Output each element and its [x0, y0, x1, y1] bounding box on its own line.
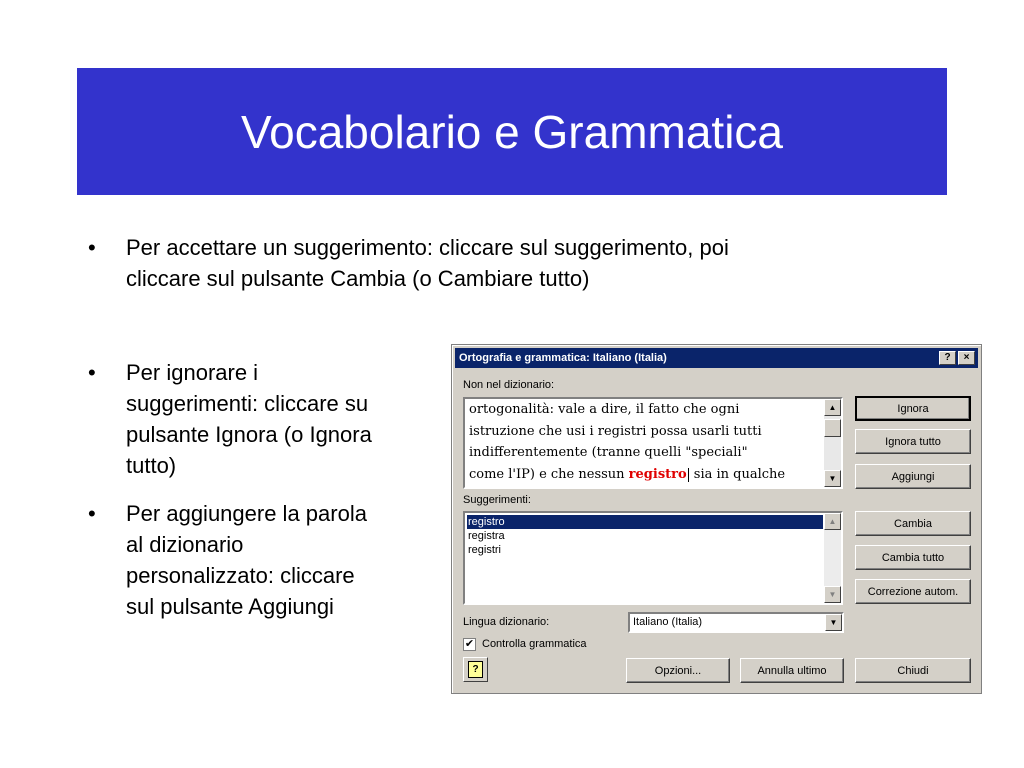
- suggestions-scrollbar[interactable]: [824, 513, 841, 603]
- suggestions-label: Suggerimenti:: [463, 494, 531, 506]
- bullet-accept-suggestion: [88, 232, 928, 296]
- change-button[interactable]: Cambia: [855, 511, 971, 536]
- text-after-error: sia in qualche: [689, 467, 786, 482]
- close-button[interactable]: Chiudi: [855, 658, 971, 683]
- bullet-add-word: [88, 498, 438, 626]
- bullet-line: tutto): [126, 453, 177, 478]
- dialog-title: Ortografia e grammatica: Italiano (Italia): [459, 352, 667, 364]
- text-line-with-error: [469, 467, 785, 482]
- text-scrollbar[interactable]: [824, 399, 841, 487]
- help-icon: ?: [468, 661, 483, 678]
- check-grammar-label: Controlla grammatica: [482, 638, 587, 650]
- suggestion-item[interactable]: registro: [467, 515, 823, 529]
- suggestion-item[interactable]: registra: [468, 530, 505, 542]
- misspelled-word: registro: [628, 467, 687, 482]
- bullet-line: suggerimenti: cliccare su: [126, 391, 369, 416]
- text-line: indifferentemente (tranne quelli "speciali": [469, 445, 748, 460]
- text-line: ortogonalità: vale a dire, il fatto che ogni: [469, 402, 740, 417]
- bullet-ignore-suggestions: [88, 357, 438, 485]
- scroll-down-arrow-icon[interactable]: ▼: [824, 470, 841, 487]
- ignore-button[interactable]: Ignora: [855, 396, 971, 421]
- autocorrect-button[interactable]: Correzione autom.: [855, 579, 971, 604]
- slide-title: Vocabolario e Grammatica: [240, 105, 784, 158]
- bullet-line: cliccare sul pulsante Cambia (o Cambiare tutto): [126, 266, 590, 291]
- spelling-grammar-dialog: [451, 344, 982, 694]
- chevron-down-icon[interactable]: ▼: [825, 614, 842, 631]
- bullet-line: personalizzato: cliccare: [126, 563, 355, 588]
- dictionary-language-label: Lingua dizionario:: [463, 616, 550, 628]
- bullet-line: sul pulsante Aggiungi: [126, 594, 334, 619]
- scroll-down-arrow-icon[interactable]: ▼: [824, 586, 841, 603]
- suggestion-item[interactable]: registri: [468, 544, 502, 556]
- slide-title-banner: [77, 68, 947, 195]
- add-button[interactable]: Aggiungi: [855, 464, 971, 489]
- text-line: istruzione che usi i registri possa usarli tutti: [469, 424, 762, 439]
- language-value: Italiano (Italia): [633, 616, 703, 628]
- options-button[interactable]: Opzioni...: [626, 658, 730, 683]
- scroll-thumb[interactable]: [824, 419, 841, 437]
- bullet-dot: •: [88, 360, 96, 385]
- dialog-titlebar[interactable]: [455, 348, 978, 368]
- bullet-line: Per aggiungere la parola: [126, 501, 367, 526]
- bullet-line: Per accettare un suggerimento: cliccare sul suggerimento, poi: [126, 235, 729, 260]
- suggestions-list[interactable]: [463, 511, 843, 605]
- ignore-all-button[interactable]: Ignora tutto: [855, 429, 971, 454]
- close-x-button[interactable]: ×: [958, 351, 975, 365]
- change-all-button[interactable]: Cambia tutto: [855, 545, 971, 570]
- scroll-up-arrow-icon[interactable]: ▲: [824, 399, 841, 416]
- help-question-button[interactable]: ?: [939, 351, 956, 365]
- dictionary-language-select[interactable]: [628, 612, 844, 633]
- check-grammar-checkbox[interactable]: ✔: [464, 638, 475, 650]
- undo-last-button[interactable]: Annulla ultimo: [740, 658, 844, 683]
- office-assistant-help-button[interactable]: [463, 657, 488, 682]
- not-in-dictionary-text[interactable]: [463, 397, 843, 489]
- text-before-error: come l'IP) e che nessun: [469, 467, 629, 482]
- bullet-dot: •: [88, 501, 96, 526]
- bullet-line: al dizionario: [126, 532, 244, 557]
- not-in-dictionary-label: Non nel dizionario:: [463, 379, 555, 391]
- bullet-dot: •: [88, 235, 96, 260]
- text-caret: [688, 468, 689, 482]
- bullet-line: pulsante Ignora (o Ignora: [126, 422, 372, 447]
- bullet-line: Per ignorare i: [126, 360, 259, 385]
- scroll-up-arrow-icon[interactable]: ▲: [824, 513, 841, 530]
